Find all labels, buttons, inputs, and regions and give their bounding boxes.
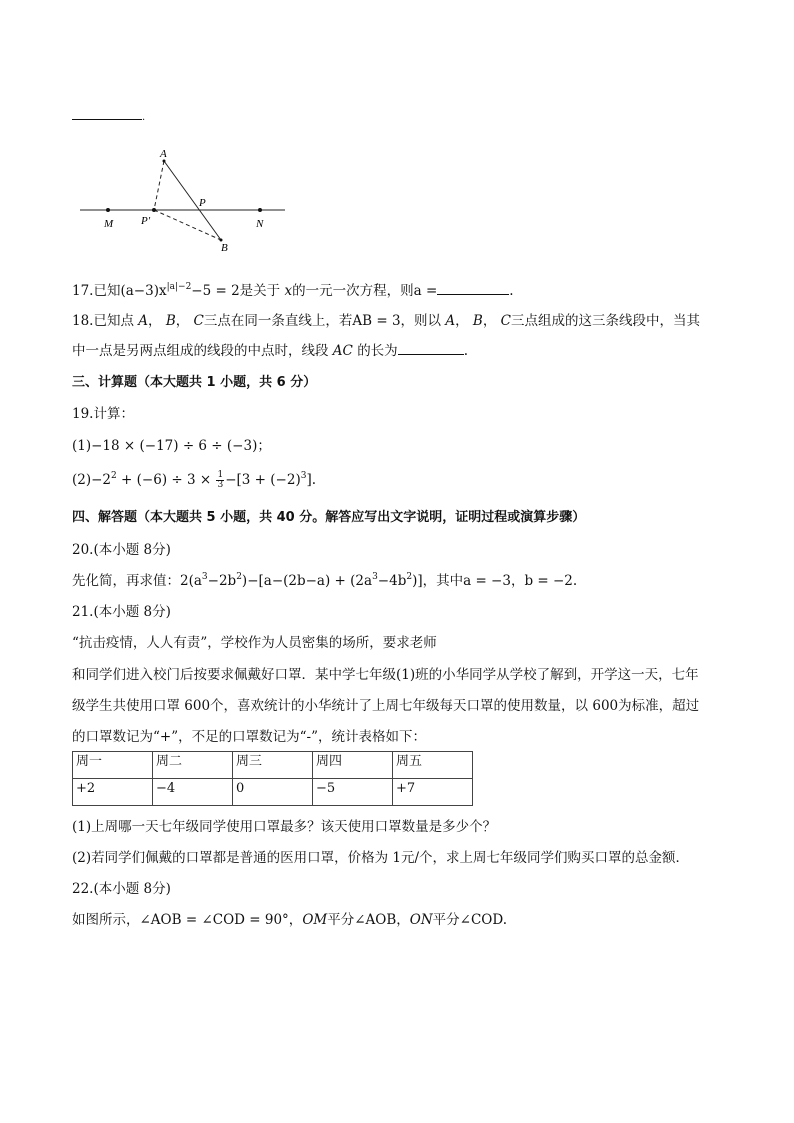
geometry-figure [75, 140, 295, 255]
question-18-line-1: 18.已知点 A， B， C三点在同一条直线上，若AB = 3，则以 A， B， C三点组成的这三条线段中，当其 [72, 313, 700, 329]
table-cell: −5 [313, 779, 393, 806]
point-n [258, 208, 262, 212]
table-header-cell: 周二 [153, 752, 233, 779]
question-19-title: 19.计算： [72, 406, 134, 422]
table-cell: 0 [233, 779, 313, 806]
label-p-prime: P′ [141, 215, 151, 227]
question-19-part-2: $(2)-2^2 + (-6) \div 3$ × $\frac{1}{3}$ $-[3 + (-2)^3]$. [72, 470, 317, 490]
previous-answer-blank[interactable]: . [72, 106, 145, 127]
dashed-segment-p-prime-b [154, 210, 221, 240]
question-20-head: 20.(本小题 8分) [72, 542, 171, 558]
question-21-sub-2: (2)若同学们佩戴的口罩都是普通的医用口罩，价格为 1元/个，求上周七年级同学们购买口罩的总金额． [72, 850, 690, 866]
question-20-body: 先化简，再求值：$2(a^3-2b^2)-[a-(2b-a) + (2a^3-4b^2)]$，其中a = −3，b = −2. [72, 572, 578, 589]
section-3-title: 三、计算题（本大题共 1 小题，共 6 分） [72, 375, 317, 390]
label-m: M [104, 218, 114, 230]
table-header-cell: 周三 [233, 752, 313, 779]
table-header-cell: 周五 [393, 752, 473, 779]
question-21-head: 21.(本小题 8分) [72, 604, 171, 620]
q18-answer-blank[interactable] [398, 341, 464, 355]
question-22-head: 22.(本小题 8分) [72, 881, 171, 897]
question-21-line-1: “抗击疫情，人人有责”，学校作为人员密集的场所，要求老师 [72, 635, 437, 651]
question-21-sub-1: (1)上周哪一天七年级同学使用口罩最多？该天使用口罩数量是多少个？ [72, 819, 497, 835]
table-header-cell: 周一 [73, 752, 153, 779]
point-m [106, 208, 110, 212]
point-p-prime [152, 208, 156, 212]
question-18-line-2: 中一点是另两点组成的线段的中点时，线段 AC 的长为 . [72, 343, 468, 359]
table-header-row [73, 752, 473, 779]
q17-answer-blank[interactable] [437, 281, 509, 295]
question-21-line-2: 和同学们进入校门后按要求佩戴好口罩．某中学七年级(1)班的小华同学从学校了解到，开学这一天，七年 [72, 667, 699, 683]
label-n: N [256, 218, 264, 230]
label-a: A [160, 148, 167, 160]
question-21-line-3: 级学生共使用口罩 600个，喜欢统计的小华统计了上周七年级每天口罩的使用数量，以 600为标准，超过 [72, 698, 700, 714]
question-21-line-4: 的口罩数记为“+”，不足的口罩数记为“-”，统计表格如下： [72, 729, 426, 745]
table-cell: +7 [393, 779, 473, 806]
table-cell: +2 [73, 779, 153, 806]
question-17: 17.已知$(a-3)x^{|a|-2}-5 = 2$是关于 x的一元一次方程，则a = . [72, 282, 514, 299]
table-row [73, 779, 473, 806]
fraction-one-third: $\frac{1}{3}$ [217, 470, 224, 490]
mask-usage-table [72, 751, 473, 806]
label-p: P [199, 197, 206, 209]
dashed-segment-ap-prime [154, 161, 164, 210]
question-22-body: 如图所示，∠AOB = ∠COD = 90°，OM平分∠AOB，ON平分∠COD. [72, 912, 507, 928]
table-cell: −4 [153, 779, 233, 806]
segment-ap [164, 161, 221, 240]
table-header-cell: 周四 [313, 752, 393, 779]
question-19-part-1: (1)−18 × (−17) ÷ 6 ÷ (−3)； [72, 438, 271, 454]
section-4-title: 四、解答题（本大题共 5 小题，共 40 分。解答应写出文字说明，证明过程或演算步骤） [72, 510, 586, 525]
label-b: B [221, 242, 228, 254]
